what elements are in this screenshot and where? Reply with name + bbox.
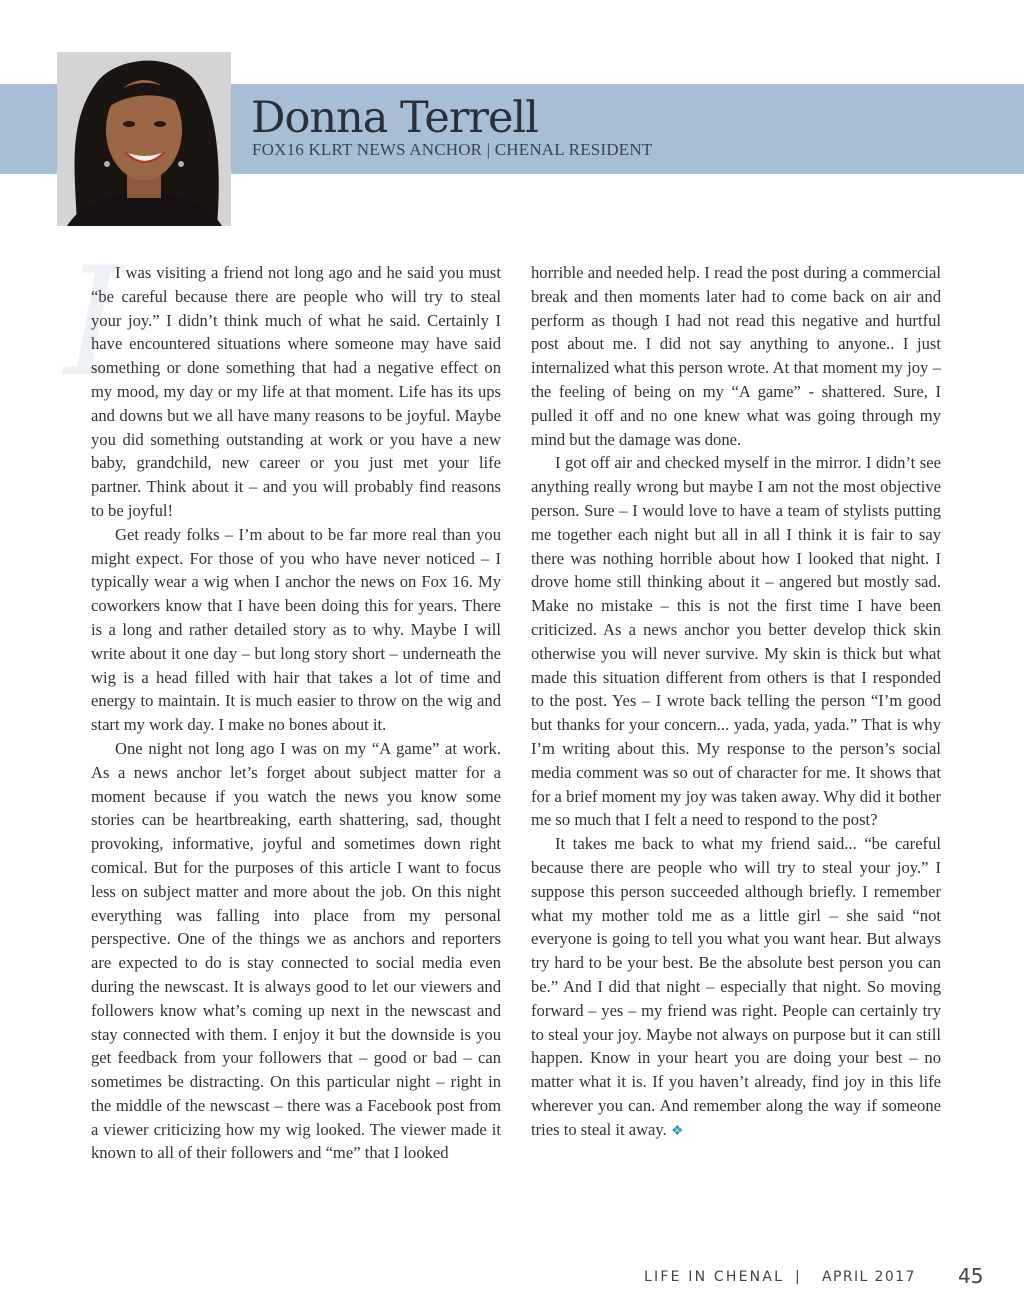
author-name: Donna Terrell xyxy=(251,93,538,143)
article-paragraph: Get ready folks – I’m about to be far more real than you might expect. For those of you who have never noticed – I typically wear a wig when I anchor the news on Fox 16. My coworkers know that I have been doing this for years. There is a long and rather detailed story as to why. Maybe I will write about it one day – but long story short – underneath the wig is a head filled with hair that takes a lot of time and energy to maintain. It is much easier to throw on the wig and start my work day. I make no bones about it. xyxy=(91,524,501,735)
author-subtitle: FOX16 KLRT NEWS ANCHOR | CHENAL RESIDENT xyxy=(252,140,653,159)
article-paragraph: I was visiting a friend not long ago and he said you must “be careful because there are people who will try to steal your joy.” I didn’t think much of what he said. Certainly I have encountered situations where someone may have said something or done something that had a negative effect on my mood, my day or my life at that moment. Life has its ups and downs but we all have many reasons to be joyful. Maybe you did something outstanding at work or you have a new baby, grandchild, new career or you just met your life partner. Think about it – and you will probably find reasons to be joyful! xyxy=(91,263,501,520)
article-paragraph: One night not long ago I was on my “A game” at work. As a news anchor let’s forget about subject matter for a moment because if you watch the news you know some stories can be heartbreaking, earth shattering, sad, thought provoking, informative, joyful and sometimes down right comical. But for the purposes of this article I want to focus less on subject matter and more about the job. On this night everything was falling into place from my personal perspective. One of the things we as anchors and reporters are expected to do is stay connected to social media even during the newscast. It is always good to let our viewers and followers know what’s coming up next in the newscast and stay connected with them. I enjoy it but the downside is you get feedback from your followers that – good or bad – can sometimes be distracting. On this particular night – right in the middle of the newscast – there was a Facebook post from a viewer criticizing how my wig looked. The viewer made it known to all of their followers and “me” that I looked xyxy=(91,738,501,1163)
footer-magazine-name: LIFE IN CHENAL xyxy=(644,1269,785,1285)
article-column-left xyxy=(91,261,501,1165)
end-of-article-diamond-icon: ❖ xyxy=(670,1123,684,1139)
footer-issue-date: APRIL 2017 xyxy=(822,1269,916,1285)
page-number: 45 xyxy=(958,1264,984,1288)
article-paragraph: I got off air and checked myself in the mirror. I didn’t see anything really wrong but maybe I am not the most objective person. Sure – I would love to have a team of stylists putting me together each night but all in all I think it is fair to say there was nothing horrible about how I looked that night. I drove home still thinking about it – angered but mostly sad. Make no mistake – this is not the first time I have been criticized. As a news anchor you better develop thick skin otherwise you will never survive. My skin is thick but what made this situation different from others is that I responded to the post. Yes – I wrote back telling the person “I’m good but thanks for your concern... yada, yada, yada.” That is why I’m writing about this. My response to the person’s social media comment was so out of character for me. It shows that for a brief moment my joy was taken away. Why did it bother me so much that I felt a need to respond to the post? xyxy=(531,453,941,830)
decorative-drop-cap: I xyxy=(64,236,124,410)
footer-separator: | xyxy=(795,1269,800,1285)
portrait-image xyxy=(57,52,231,226)
author-photo xyxy=(57,52,231,226)
article-column-right xyxy=(531,261,941,1143)
article-paragraph: horrible and needed help. I read the post during a commercial break and then moments later had to come back on air and perform as though I had not read this negative and hurtful post about me. I did not say anything to anyone.. I just internalized what this person wrote. At that moment my joy – the feeling of being on my “A game” - shattered. Sure, I pulled it off and no one knew what was going through my mind but the damage was done. xyxy=(531,263,941,449)
article-paragraph-text: It takes me back to what my friend said... “be careful because there are people who will try to steal your joy.” I suppose this person succeeded although briefly. I remember what my mother told me as a little girl – she said “not everyone is going to tell you what you want hear. But always try hard to be your best. Be the absolute best person you can be.” And I did that night – especially that night. So moving forward – yes – my friend was right. People can certainly try to steal your joy. Maybe not always on purpose but it can still happen. Know in your heart you are doing your best – no matter what it is. If you haven’t already, find joy in this life wherever you can. And remember along the way if someone tries to steal it away. xyxy=(531,834,941,1139)
article-paragraph xyxy=(531,832,941,1143)
